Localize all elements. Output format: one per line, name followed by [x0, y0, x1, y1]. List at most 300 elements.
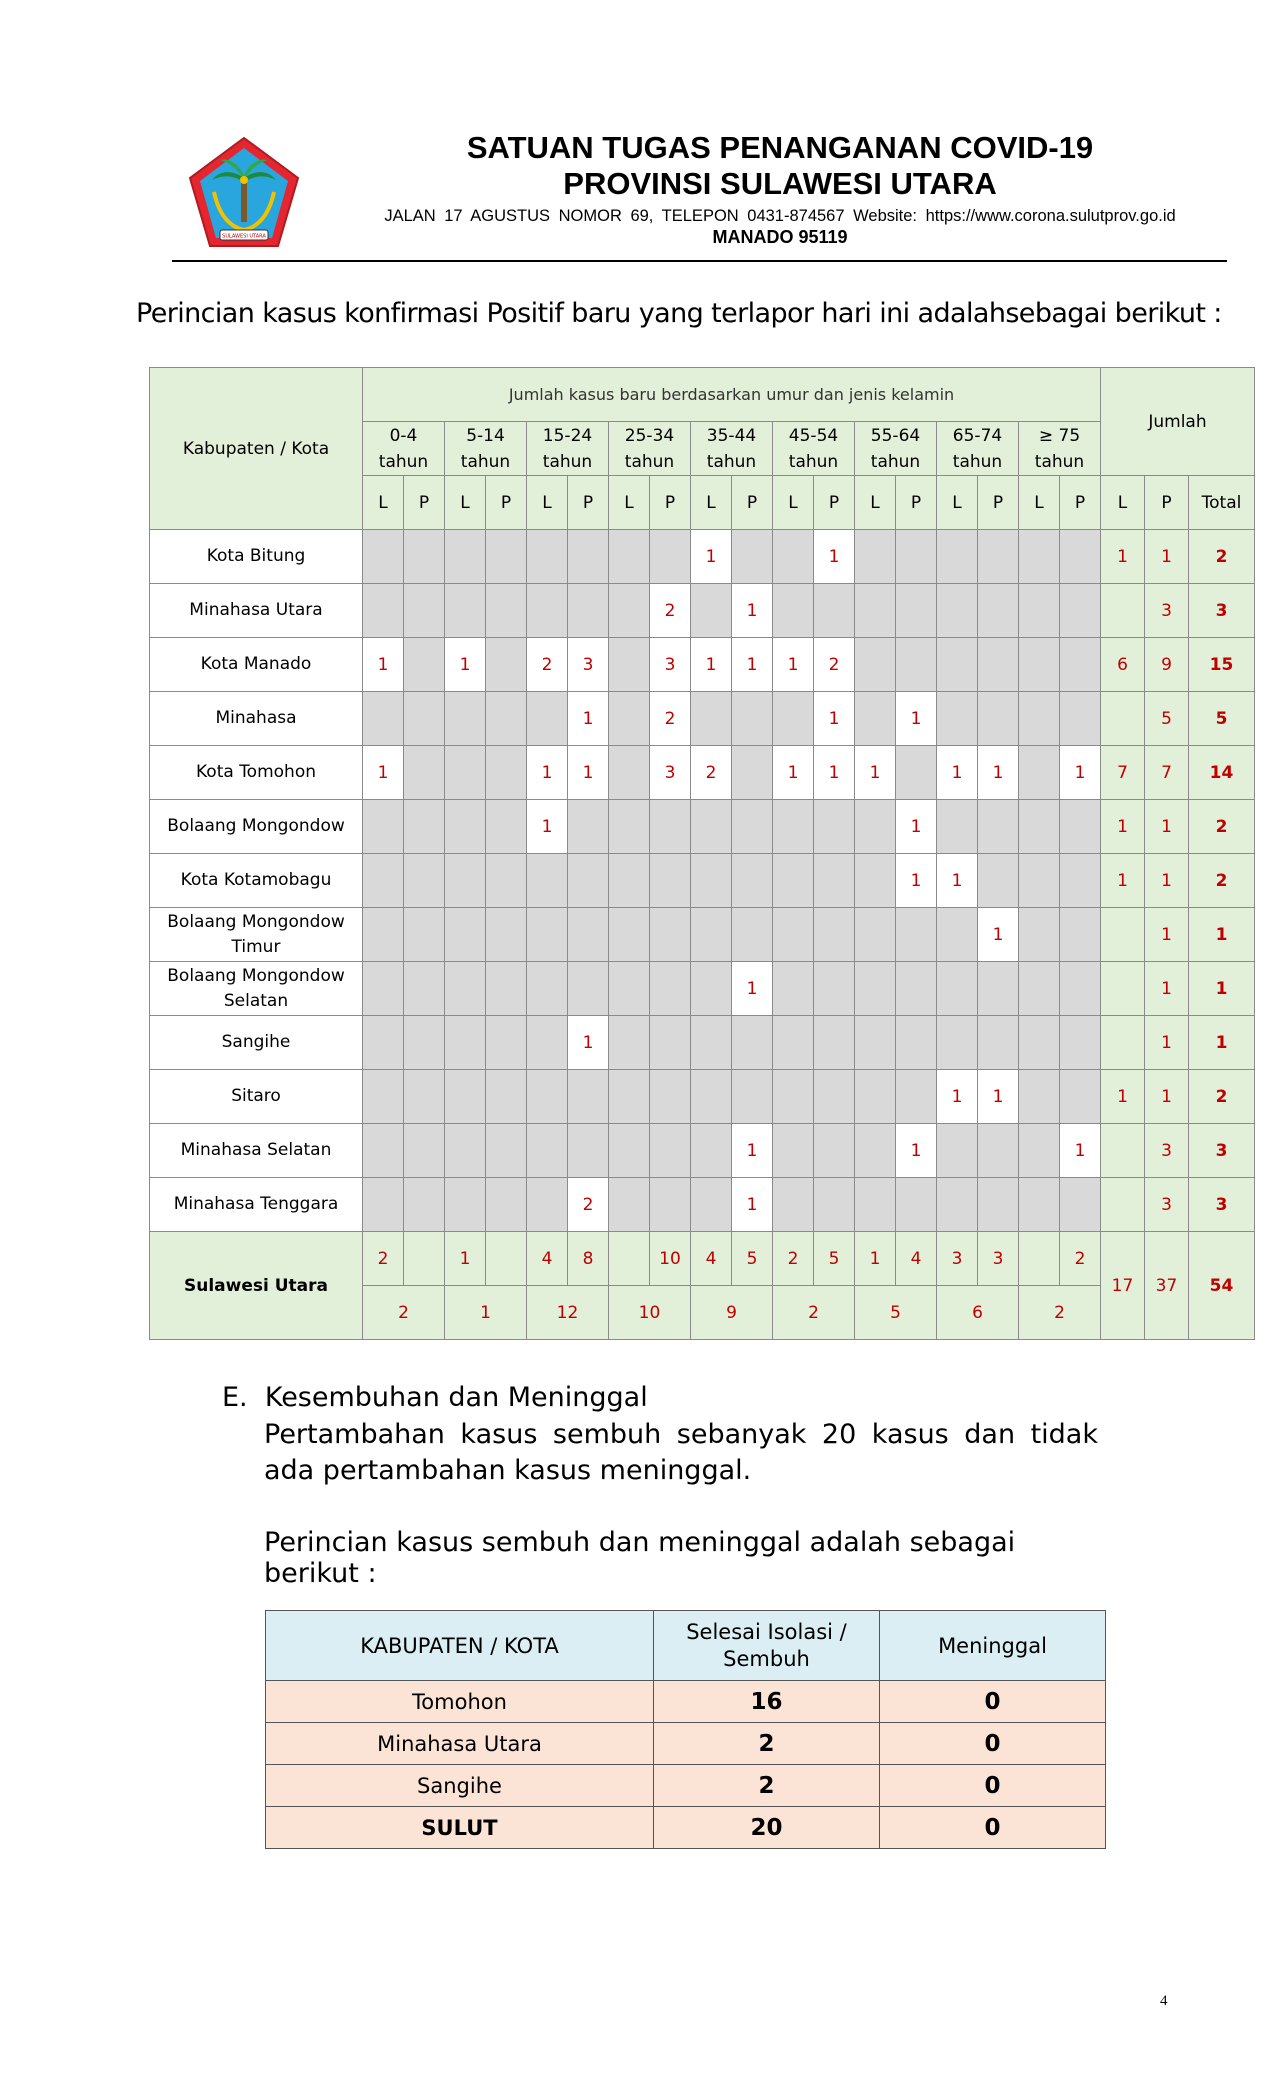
- case-count: [404, 1178, 445, 1232]
- case-count: [568, 800, 609, 854]
- region-name: [150, 962, 363, 1016]
- total-all-header: Total: [1189, 476, 1255, 530]
- case-count: [609, 908, 650, 962]
- cases-header-row: [150, 368, 1255, 422]
- region-name-line: Timur: [231, 936, 281, 957]
- region-total-female: 3: [1145, 584, 1189, 638]
- region-name-line: Selatan: [223, 990, 289, 1011]
- case-count: [896, 1070, 937, 1124]
- age-range: ≥ 75: [1038, 425, 1081, 446]
- region-name-line: Minahasa: [215, 708, 297, 728]
- age-group-label: [609, 422, 691, 476]
- case-count: [609, 746, 650, 800]
- age-group-label: [937, 422, 1019, 476]
- region-total-female: 3: [1145, 1124, 1189, 1178]
- case-count: [732, 530, 773, 584]
- case-count: [486, 1070, 527, 1124]
- region-row: [150, 584, 1255, 638]
- summary-group-total: 10: [609, 1286, 691, 1340]
- age-group-label: [773, 422, 855, 476]
- case-count: [691, 1124, 732, 1178]
- case-count: [527, 692, 568, 746]
- case-count: [1019, 854, 1060, 908]
- sex-label-male: L: [1019, 476, 1060, 530]
- case-count: 1: [814, 530, 855, 584]
- case-count: [568, 908, 609, 962]
- case-count: [486, 962, 527, 1016]
- summary-sex-count: 3: [978, 1232, 1019, 1286]
- sex-label-female: P: [814, 476, 855, 530]
- region-total-female: 1: [1145, 854, 1189, 908]
- summary-sex-count: [1019, 1232, 1060, 1286]
- case-count: [1019, 1016, 1060, 1070]
- case-count: [937, 638, 978, 692]
- region-name: [150, 908, 363, 962]
- case-count: [855, 962, 896, 1016]
- age-unit: tahun: [870, 451, 921, 472]
- case-count: [1019, 1124, 1060, 1178]
- case-count: 1: [363, 638, 404, 692]
- case-count: [978, 800, 1019, 854]
- region-total-male: [1101, 584, 1145, 638]
- case-count: 1: [937, 1070, 978, 1124]
- summary-sex-count: 4: [691, 1232, 732, 1286]
- case-count: [1060, 908, 1101, 962]
- case-count: [527, 1070, 568, 1124]
- case-count: [486, 854, 527, 908]
- case-count: [527, 854, 568, 908]
- region-name: [150, 1016, 363, 1070]
- case-count: [1019, 962, 1060, 1016]
- section-e-paragraph: Pertambahan kasus sembuh sebanyak 20 kasus dan tidak ada pertambahan kasus meninggal.: [264, 1419, 1098, 1486]
- case-count: [978, 1124, 1019, 1178]
- letterhead-divider: [172, 260, 1227, 262]
- case-count: [978, 1016, 1019, 1070]
- case-count: [814, 800, 855, 854]
- region-total-male: [1101, 908, 1145, 962]
- case-count: [609, 800, 650, 854]
- age-unit: tahun: [952, 451, 1003, 472]
- case-count: [773, 1070, 814, 1124]
- case-count: [486, 800, 527, 854]
- region-row: [150, 746, 1255, 800]
- case-count: [404, 692, 445, 746]
- case-count: [486, 1178, 527, 1232]
- total-male-header: L: [1101, 476, 1145, 530]
- case-count: [978, 530, 1019, 584]
- region-name: [150, 1070, 363, 1124]
- case-count: [445, 962, 486, 1016]
- region-row: [150, 1178, 1255, 1232]
- case-count: [609, 1070, 650, 1124]
- case-count: [404, 584, 445, 638]
- case-count: [650, 800, 691, 854]
- case-count: [814, 1070, 855, 1124]
- case-count: [773, 584, 814, 638]
- case-count: [404, 638, 445, 692]
- case-count: [1060, 1016, 1101, 1070]
- region-row: [150, 530, 1255, 584]
- case-count: [814, 908, 855, 962]
- region-total-male: 1: [1101, 800, 1145, 854]
- age-range: 0-4: [389, 425, 418, 446]
- case-count: [650, 962, 691, 1016]
- region-name-line: Bolaang Mongondow: [167, 816, 345, 836]
- case-count: [814, 962, 855, 1016]
- case-count: 2: [650, 584, 691, 638]
- recovery-region: Sangihe: [266, 1765, 654, 1807]
- case-count: [691, 1016, 732, 1070]
- case-count: [445, 854, 486, 908]
- case-count: [404, 854, 445, 908]
- region-total: 1: [1189, 1016, 1255, 1070]
- case-count: [363, 530, 404, 584]
- summary-group-total: 5: [855, 1286, 937, 1340]
- summary-sex-count: 5: [732, 1232, 773, 1286]
- summary-sex-count: [486, 1232, 527, 1286]
- case-count: [609, 1124, 650, 1178]
- case-count: [1060, 692, 1101, 746]
- summary-group-total: 1: [445, 1286, 527, 1340]
- region-total-male: 1: [1101, 1070, 1145, 1124]
- case-count: 1: [937, 854, 978, 908]
- region-total-male: 1: [1101, 530, 1145, 584]
- case-count: 1: [814, 746, 855, 800]
- case-count: [896, 746, 937, 800]
- case-count: [486, 1124, 527, 1178]
- region-row: [150, 638, 1255, 692]
- case-count: [773, 530, 814, 584]
- sex-label-male: L: [609, 476, 650, 530]
- sex-label-female: P: [896, 476, 937, 530]
- recovery-recovered: 2: [654, 1765, 880, 1807]
- case-count: 1: [773, 746, 814, 800]
- case-count: 1: [363, 746, 404, 800]
- case-count: 2: [650, 692, 691, 746]
- case-count: [404, 1070, 445, 1124]
- section-e-title: [222, 1382, 1098, 1413]
- age-group-label: [855, 422, 937, 476]
- case-count: [445, 1016, 486, 1070]
- org-name-line1: SATUAN TUGAS PENANGANAN COVID-19: [466, 130, 1094, 165]
- recovery-total-died: 0: [880, 1807, 1106, 1849]
- case-count: [732, 854, 773, 908]
- region-row: [150, 1070, 1255, 1124]
- case-count: [445, 746, 486, 800]
- recovery-died: 0: [880, 1723, 1106, 1765]
- recovery-row: [266, 1765, 1106, 1807]
- case-count: [855, 1124, 896, 1178]
- age-unit: tahun: [378, 451, 429, 472]
- case-count: [404, 962, 445, 1016]
- case-count: 1: [527, 800, 568, 854]
- case-count: [732, 692, 773, 746]
- case-count: [691, 800, 732, 854]
- case-count: [814, 1124, 855, 1178]
- case-count: [937, 692, 978, 746]
- case-count: [568, 854, 609, 908]
- case-count: [404, 1016, 445, 1070]
- case-count: [937, 530, 978, 584]
- recovery-total-label: SULUT: [266, 1807, 654, 1849]
- case-count: [855, 692, 896, 746]
- case-count: [937, 962, 978, 1016]
- case-count: [896, 638, 937, 692]
- case-count: [445, 1178, 486, 1232]
- age-range: 5-14: [466, 425, 505, 446]
- page-number: 4: [1160, 1993, 1168, 2009]
- case-count: [691, 1178, 732, 1232]
- case-count: [1019, 800, 1060, 854]
- region-row: [150, 854, 1255, 908]
- letterhead: [170, 130, 1230, 260]
- region-total: 5: [1189, 692, 1255, 746]
- case-count: [1019, 638, 1060, 692]
- org-name-line2: PROVINSI SULAWESI UTARA: [563, 166, 997, 201]
- region-name: [150, 530, 363, 584]
- case-count: [486, 908, 527, 962]
- case-count: [650, 530, 691, 584]
- region-total: 3: [1189, 1124, 1255, 1178]
- case-count: [363, 962, 404, 1016]
- case-count: 1: [732, 1178, 773, 1232]
- case-count: [896, 584, 937, 638]
- region-row: [150, 800, 1255, 854]
- case-count: 1: [896, 854, 937, 908]
- case-count: [404, 1124, 445, 1178]
- case-count: [445, 530, 486, 584]
- age-range: 35-44: [706, 425, 757, 446]
- case-count: 2: [691, 746, 732, 800]
- case-count: [445, 1124, 486, 1178]
- case-count: 1: [568, 692, 609, 746]
- case-count: [486, 746, 527, 800]
- case-count: 2: [527, 638, 568, 692]
- case-count: [978, 1178, 1019, 1232]
- sex-label-female: P: [486, 476, 527, 530]
- region-row: [150, 962, 1255, 1016]
- case-count: [445, 584, 486, 638]
- case-count: [568, 962, 609, 1016]
- recovery-row: [266, 1723, 1106, 1765]
- case-count: 1: [568, 746, 609, 800]
- summary-region: Sulawesi Utara: [150, 1232, 363, 1340]
- case-count: 1: [978, 908, 1019, 962]
- region-name-line: Minahasa Tenggara: [173, 1194, 339, 1214]
- summary-row: [150, 1232, 1255, 1286]
- section-e: [222, 1382, 1098, 1589]
- sex-label-female: P: [650, 476, 691, 530]
- summary-sex-count: 2: [773, 1232, 814, 1286]
- region-total: 2: [1189, 530, 1255, 584]
- age-range: 55-64: [870, 425, 921, 446]
- case-count: [937, 584, 978, 638]
- recovery-row: [266, 1681, 1106, 1723]
- region-total: 3: [1189, 1178, 1255, 1232]
- summary-group-total: 2: [1019, 1286, 1101, 1340]
- region-total: 2: [1189, 800, 1255, 854]
- case-count: 1: [732, 1124, 773, 1178]
- case-count: [814, 1178, 855, 1232]
- case-count: [773, 692, 814, 746]
- case-count: [1060, 1178, 1101, 1232]
- case-count: 1: [732, 584, 773, 638]
- summary-sex-count: 4: [527, 1232, 568, 1286]
- case-count: [568, 1124, 609, 1178]
- age-unit: tahun: [706, 451, 757, 472]
- region-name: [150, 1124, 363, 1178]
- case-count: 1: [773, 638, 814, 692]
- sex-label-female: P: [1060, 476, 1101, 530]
- case-count: [773, 1016, 814, 1070]
- case-count: [650, 1016, 691, 1070]
- region-name-line: Bolaang Mongondow: [167, 965, 345, 986]
- case-count: [445, 908, 486, 962]
- age-unit: tahun: [1034, 451, 1085, 472]
- recovery-header-region: KABUPATEN / KOTA: [266, 1611, 654, 1681]
- region-name-line: Minahasa Utara: [189, 600, 323, 620]
- region-total: 1: [1189, 908, 1255, 962]
- case-count: 3: [650, 746, 691, 800]
- case-count: 1: [691, 638, 732, 692]
- age-range: 15-24: [542, 425, 593, 446]
- case-count: [568, 584, 609, 638]
- case-count: 3: [650, 638, 691, 692]
- case-count: [855, 908, 896, 962]
- region-name: [150, 800, 363, 854]
- case-count: [1019, 584, 1060, 638]
- case-count: 1: [732, 962, 773, 1016]
- case-count: [773, 854, 814, 908]
- case-count: [855, 1070, 896, 1124]
- summary-sex-count: [609, 1232, 650, 1286]
- sex-label-male: L: [527, 476, 568, 530]
- case-count: [609, 584, 650, 638]
- region-total-female: 3: [1145, 1178, 1189, 1232]
- region-total-male: 1: [1101, 854, 1145, 908]
- case-count: [978, 692, 1019, 746]
- case-count: [1019, 1070, 1060, 1124]
- region-name: [150, 692, 363, 746]
- case-count: [363, 1178, 404, 1232]
- region-total-female: 7: [1145, 746, 1189, 800]
- case-count: [1060, 962, 1101, 1016]
- recovery-died: 0: [880, 1681, 1106, 1723]
- region-name: [150, 638, 363, 692]
- region-total-male: [1101, 1016, 1145, 1070]
- summary-total-male: 17: [1101, 1232, 1145, 1340]
- summary-sex-count: 10: [650, 1232, 691, 1286]
- case-count: [1019, 692, 1060, 746]
- case-count: [1019, 1178, 1060, 1232]
- case-count: [773, 908, 814, 962]
- case-count: [937, 908, 978, 962]
- region-total-female: 1: [1145, 1016, 1189, 1070]
- case-count: [527, 530, 568, 584]
- case-count: [773, 1178, 814, 1232]
- case-count: 2: [568, 1178, 609, 1232]
- case-count: [486, 530, 527, 584]
- sex-label-male: L: [445, 476, 486, 530]
- region-total-female: 1: [1145, 1070, 1189, 1124]
- case-count: [814, 584, 855, 638]
- case-count: [363, 1016, 404, 1070]
- case-count: [855, 584, 896, 638]
- case-count: 1: [978, 1070, 1019, 1124]
- case-count: [1019, 908, 1060, 962]
- case-count: [609, 692, 650, 746]
- case-count: [896, 908, 937, 962]
- case-count: [855, 530, 896, 584]
- case-count: [445, 800, 486, 854]
- sex-label-female: P: [732, 476, 773, 530]
- case-count: [363, 1070, 404, 1124]
- age-group-label: [1019, 422, 1101, 476]
- case-count: [486, 584, 527, 638]
- recovery-region: Tomohon: [266, 1681, 654, 1723]
- case-count: [732, 800, 773, 854]
- age-group-label: [527, 422, 609, 476]
- region-total-female: 1: [1145, 530, 1189, 584]
- case-count: [568, 530, 609, 584]
- case-count: 1: [896, 1124, 937, 1178]
- age-range: 45-54: [788, 425, 839, 446]
- section-e-marker: E.: [222, 1382, 248, 1413]
- case-count: [814, 854, 855, 908]
- case-count: [527, 1178, 568, 1232]
- sex-label-male: L: [363, 476, 404, 530]
- region-name-line: Kota Bitung: [206, 546, 306, 566]
- case-count: [691, 584, 732, 638]
- age-range: 25-34: [624, 425, 675, 446]
- case-count: [609, 638, 650, 692]
- case-count: 1: [1060, 1124, 1101, 1178]
- sex-label-male: L: [691, 476, 732, 530]
- letterhead-text: [330, 130, 1230, 248]
- recovery-total-row: [266, 1807, 1106, 1849]
- region-total: 14: [1189, 746, 1255, 800]
- region-name-line: Kota Kotamobagu: [180, 870, 332, 890]
- case-count: 1: [568, 1016, 609, 1070]
- case-count: [814, 1016, 855, 1070]
- case-count: [404, 746, 445, 800]
- case-count: [404, 908, 445, 962]
- region-row: [150, 908, 1255, 962]
- age-group-header: Jumlah kasus baru berdasarkan umur dan jenis kelamin: [363, 368, 1101, 422]
- case-count: [855, 638, 896, 692]
- recovery-header-died: Meninggal: [880, 1611, 1106, 1681]
- case-count: [691, 1070, 732, 1124]
- region-total-male: [1101, 1124, 1145, 1178]
- summary-sex-count: 1: [445, 1232, 486, 1286]
- summary-group-total: 6: [937, 1286, 1019, 1340]
- case-count: [363, 800, 404, 854]
- case-count: [691, 962, 732, 1016]
- case-count: 1: [896, 692, 937, 746]
- region-name: [150, 746, 363, 800]
- age-group-label: [691, 422, 773, 476]
- summary-sex-count: 3: [937, 1232, 978, 1286]
- region-total-female: 9: [1145, 638, 1189, 692]
- case-count: [404, 530, 445, 584]
- case-count: 1: [855, 746, 896, 800]
- recovery-recovered: 2: [654, 1723, 880, 1765]
- region-total-female: 1: [1145, 962, 1189, 1016]
- summary-group-total: 2: [773, 1286, 855, 1340]
- case-count: [609, 1016, 650, 1070]
- recovery-header-recovered: Selesai Isolasi / Sembuh: [654, 1611, 880, 1681]
- case-count: [650, 1124, 691, 1178]
